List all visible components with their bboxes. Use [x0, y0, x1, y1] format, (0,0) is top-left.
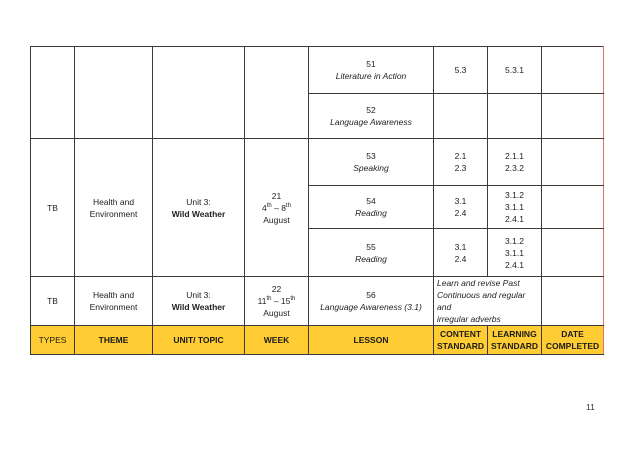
lesson-name: Language Awareness — [330, 117, 412, 127]
table-row — [31, 47, 604, 94]
unit-cell: Unit 3: Wild Weather — [153, 277, 245, 326]
table-row — [31, 277, 604, 326]
header-week: WEEK — [245, 326, 309, 355]
date-completed-cell[interactable] — [542, 229, 604, 277]
lesson-number: 52 — [366, 105, 376, 115]
learning-standard-cell: 2.1.1 2.3.2 — [488, 139, 542, 186]
week-cell: 21 4th – 8th August — [245, 139, 309, 277]
lesson-cell — [309, 186, 434, 229]
lesson-schedule-table — [30, 46, 604, 355]
date-completed-cell[interactable] — [542, 277, 604, 326]
lesson-name: Language Awareness (3.1) — [320, 302, 422, 312]
table-header-row — [31, 326, 604, 355]
content-standard-cell: 3.1 2.4 — [434, 186, 488, 229]
lesson-number: 51 — [366, 59, 376, 69]
unit-cell: Unit 3: Wild Weather — [153, 139, 245, 277]
content-standard-cell: 3.1 2.4 — [434, 229, 488, 277]
learning-standard-cell: 5.3.1 — [488, 47, 542, 94]
lesson-cell — [309, 47, 434, 94]
lesson-name: Speaking — [353, 163, 389, 173]
header-date-completed: DATE COMPLETED — [542, 326, 604, 355]
week-cell — [245, 47, 309, 139]
table-row — [31, 139, 604, 186]
header-content-standard: CONTENT STANDARD — [434, 326, 488, 355]
page-number: 11 — [586, 402, 595, 412]
header-unit: UNIT/ TOPIC — [153, 326, 245, 355]
date-completed-cell[interactable] — [542, 47, 604, 94]
types-cell: TB — [31, 139, 75, 277]
lesson-cell — [309, 94, 434, 139]
date-completed-cell[interactable] — [542, 139, 604, 186]
theme-cell: Health and Environment — [75, 277, 153, 326]
header-lesson: LESSON — [309, 326, 434, 355]
date-completed-cell[interactable] — [542, 94, 604, 139]
lesson-cell — [309, 277, 434, 326]
header-types: TYPES — [31, 326, 75, 355]
date-completed-cell[interactable] — [542, 186, 604, 229]
lesson-name: Reading — [355, 208, 387, 218]
types-cell — [31, 47, 75, 139]
lesson-number: 55 — [366, 241, 376, 252]
theme-cell — [75, 47, 153, 139]
learning-standard-cell: 3.1.2 3.1.1 2.4.1 — [488, 186, 542, 229]
learning-standard-cell — [488, 94, 542, 139]
theme-cell: Health and Environment — [75, 139, 153, 277]
lesson-cell — [309, 139, 434, 186]
header-theme: THEME — [75, 326, 153, 355]
content-standard-cell: 5.3 — [434, 47, 488, 94]
unit-cell — [153, 47, 245, 139]
content-standard-cell: Learn and revise Past Continuous and regular and irregular adverbs — [434, 277, 542, 326]
week-cell: 22 11th – 15th August — [245, 277, 309, 326]
lesson-number: 54 — [366, 196, 376, 206]
types-cell: TB — [31, 277, 75, 326]
header-learning-standard: LEARNING STANDARD — [488, 326, 542, 355]
lesson-number: 56 — [366, 290, 376, 300]
lesson-number: 53 — [366, 151, 376, 161]
content-standard-cell: 2.1 2.3 — [434, 139, 488, 186]
content-standard-cell — [434, 94, 488, 139]
learning-standard-cell: 3.1.2 3.1.1 2.4.1 — [488, 229, 542, 277]
lesson-name: Reading — [355, 253, 387, 264]
lesson-name: Literature in Action — [335, 71, 407, 81]
lesson-cell — [309, 229, 434, 277]
